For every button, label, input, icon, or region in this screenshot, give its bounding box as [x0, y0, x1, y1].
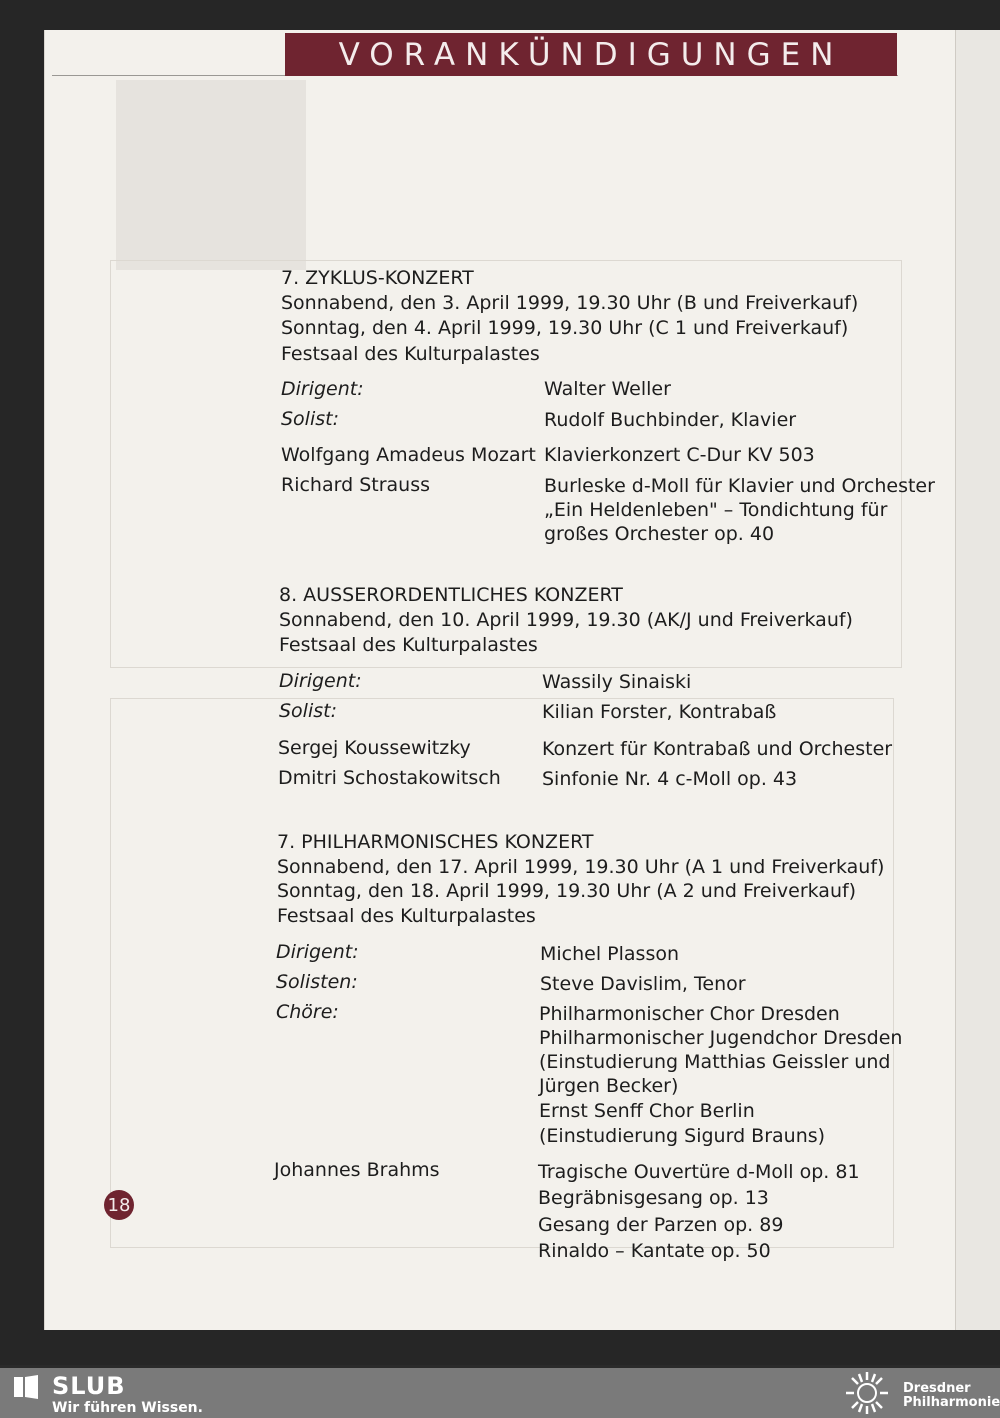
partner-name	[903, 1382, 1000, 1410]
concert-date: Sonnabend, den 10. April 1999, 19.30 (AK/J und Freiverkauf)	[279, 609, 853, 631]
slub-logo-icon	[12, 1373, 40, 1401]
concert-heading: 7. ZYKLUS-KONZERT	[281, 267, 474, 289]
concert-venue: Festsaal des Kulturpalastes	[281, 343, 540, 365]
work: „Ein Heldenleben" – Tondichtung für	[544, 499, 888, 521]
work: großes Orchester op. 40	[544, 523, 775, 545]
page-number: 18	[104, 1190, 134, 1220]
concert-venue: Festsaal des Kulturpalastes	[277, 905, 536, 927]
concert-date: Sonntag, den 18. April 1999, 19.30 Uhr (A 2 und Freiverkauf)	[277, 880, 857, 902]
partner-name-line2: Philharmonie	[903, 1395, 1000, 1410]
concert-date: Sonnabend, den 3. April 1999, 19.30 Uhr (B und Freiverkauf)	[281, 292, 859, 314]
concert-heading: 7. PHILHARMONISCHES KONZERT	[277, 831, 594, 853]
role-label: Solist:	[279, 700, 337, 722]
work: Sinfonie Nr. 4 c-Moll op. 43	[542, 768, 798, 790]
work: Rinaldo – Kantate op. 50	[538, 1240, 771, 1262]
work: Gesang der Parzen op. 89	[538, 1214, 784, 1236]
section-header: VORANKÜNDIGUNGEN	[285, 33, 897, 76]
role-label: Chöre:	[276, 1001, 339, 1023]
library-tagline: Wir führen Wissen.	[52, 1400, 203, 1416]
role-label: Solist:	[281, 408, 339, 430]
concert-date: Sonnabend, den 17. April 1999, 19.30 Uhr (A 1 und Freiverkauf)	[277, 856, 885, 878]
role-label: Dirigent:	[281, 378, 364, 400]
role-value: Rudolf Buchbinder, Klavier	[544, 409, 797, 431]
choir-line: Philharmonischer Chor Dresden	[539, 1003, 840, 1025]
work: Klavierkonzert C-Dur KV 503	[544, 444, 815, 466]
composer: Sergej Koussewitzky	[278, 737, 471, 759]
role-value: Steve Davislim, Tenor	[540, 973, 746, 995]
choir-line: (Einstudierung Sigurd Brauns)	[539, 1125, 826, 1147]
role-value: Wassily Sinaiski	[542, 671, 692, 693]
role-value: Walter Weller	[544, 378, 671, 400]
role-label: Dirigent:	[279, 670, 362, 692]
dresdner-philharmonie-logo-icon	[842, 1370, 892, 1416]
composer: Richard Strauss	[281, 474, 430, 496]
choir-line: Philharmonischer Jugendchor Dresden	[539, 1027, 903, 1049]
concert-venue: Festsaal des Kulturpalastes	[279, 634, 538, 656]
library-name: SLUB	[52, 1372, 126, 1400]
work: Tragische Ouvertüre d-Moll op. 81	[538, 1161, 860, 1183]
composer: Dmitri Schostakowitsch	[278, 767, 501, 789]
work: Burleske d-Moll für Klavier und Orchester	[544, 475, 935, 497]
composer: Wolfgang Amadeus Mozart	[281, 444, 536, 466]
choir-line: Jürgen Becker)	[539, 1075, 679, 1097]
work: Begräbnisgesang op. 13	[538, 1187, 769, 1209]
role-label: Solisten:	[276, 971, 358, 993]
choir-line: (Einstudierung Matthias Geissler und	[539, 1051, 891, 1073]
partner-name-line1: Dresdner	[903, 1381, 971, 1396]
concert-date: Sonntag, den 4. April 1999, 19.30 Uhr (C 1 und Freiverkauf)	[281, 317, 849, 339]
role-value: Michel Plasson	[540, 943, 680, 965]
role-value: Kilian Forster, Kontrabaß	[542, 701, 777, 723]
work: Konzert für Kontrabaß und Orchester	[542, 738, 893, 760]
concert-heading: 8. AUSSERORDENTLICHES KONZERT	[279, 584, 623, 606]
choir-line: Ernst Senff Chor Berlin	[539, 1100, 755, 1122]
composer: Johannes Brahms	[274, 1159, 440, 1181]
role-label: Dirigent:	[276, 941, 359, 963]
